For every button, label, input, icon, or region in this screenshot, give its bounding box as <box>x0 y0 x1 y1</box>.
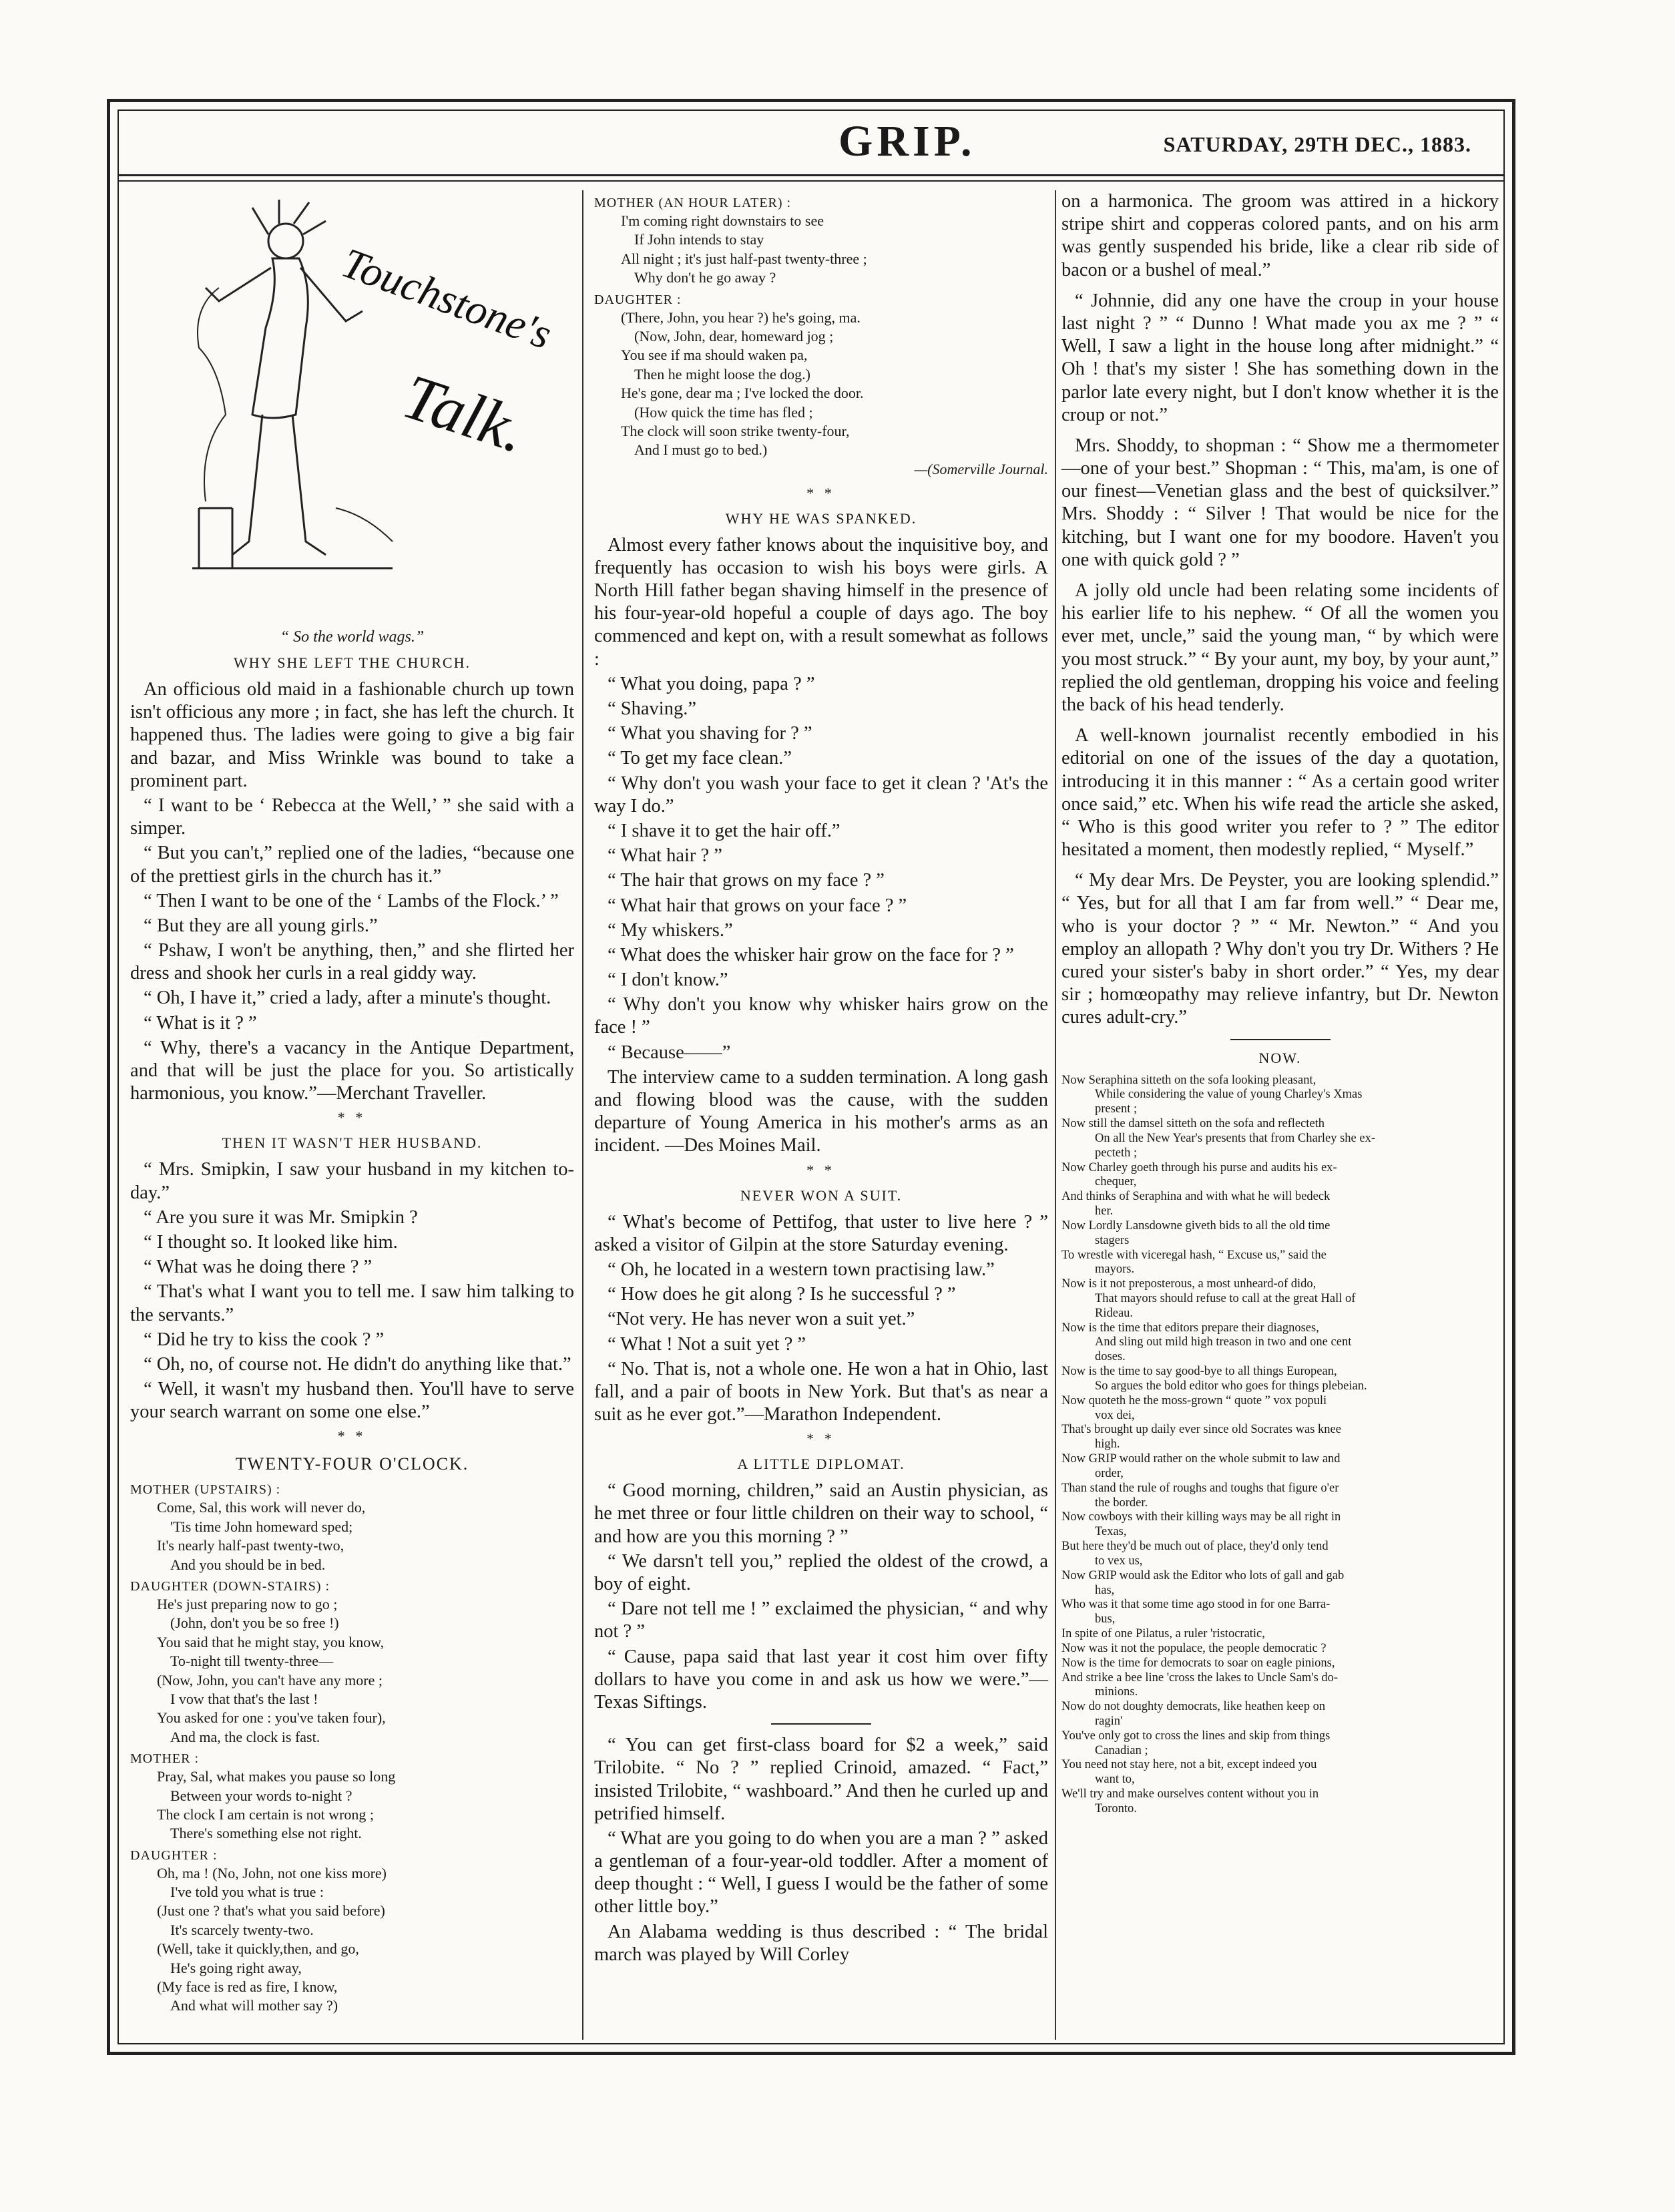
article-paragraph: “ I shave it to get the hair off.” <box>608 820 841 841</box>
article-paragraph: “ What are you going to do when you are a man ? ” asked a gentleman of a four-year-old toddler. After a moment of deep thought : “ Well, I guess I would be the father of some other little boy.” <box>594 1827 1048 1918</box>
poem-line: (How quick the time has fled ; <box>634 403 813 421</box>
poem-line: (John, don't you be so free !) <box>170 1614 339 1632</box>
poem-line: (Now, John, you can't have any more ; <box>157 1671 383 1689</box>
poem-line: Now is the time for democrats to soar on eagle pinions, <box>1061 1656 1335 1670</box>
article-paragraph: The interview came to a sudden termination. A long gash and flowing blood was the cause, with the sudden departure of Young America in his mother's arms as an incident. —Des Moines Mail. <box>594 1066 1048 1156</box>
poem-line: There's something else not right. <box>170 1825 362 1842</box>
article-heading: A LITTLE DIPLOMAT. <box>737 1456 905 1473</box>
poem-speaker: MOTHER : <box>130 1751 199 1767</box>
column-3 <box>1061 190 1499 2033</box>
column-divider <box>582 190 583 2040</box>
article-paragraph: An Alabama wedding is thus described : “ The bridal march was played by Will Corley <box>594 1921 1048 1965</box>
poem-line: And sling out mild high treason in two and one cent <box>1095 1335 1352 1349</box>
poem-line: Now do not doughty democrats, like heathen keep on <box>1061 1700 1326 1714</box>
poem-line: I'm coming right downstairs to see <box>621 212 824 229</box>
article-paragraph: “ What does the whisker hair grow on the face for ? ” <box>608 944 1014 965</box>
article-paragraph: “ Why, there's a vacancy in the Antique Department, and that will be just the place for you. So artistically harmonious, you know.”—Merchant Traveller. <box>130 1037 574 1104</box>
poem-line: (My face is red as fire, I know, <box>157 1978 338 1996</box>
poem-line: I vow that that's the last ! <box>170 1690 318 1707</box>
article-paragraph: “ What hair ? ” <box>608 845 722 867</box>
poem-line: Now still the damsel sitteth on the sofa and reflecteth <box>1061 1117 1325 1131</box>
poem-line: Who was it that some time ago stood in for one Barra- <box>1061 1598 1331 1612</box>
article-paragraph: “ Dare not tell me ! ” exclaimed the physician, “ and why not ? ” <box>594 1598 1048 1642</box>
poem-line: The clock I am certain is not wrong ; <box>157 1805 375 1823</box>
poem-line: Now GRIP would ask the Editor who lots of gall and gab <box>1061 1568 1345 1582</box>
article-paragraph: “ Oh, no, of course not. He didn't do anything like that.” <box>144 1353 571 1375</box>
article-paragraph: “ How does he git along ? Is he successful ? ” <box>608 1284 956 1305</box>
article-paragraph: “ We darsn't tell you,” replied the oldest of the crowd, a boy of eight. <box>594 1550 1048 1594</box>
poem-heading: NOW. <box>1258 1049 1302 1066</box>
article-paragraph: “ But they are all young girls.” <box>144 915 378 936</box>
article-paragraph: “ Are you sure it was Mr. Smipkin ? <box>144 1206 418 1228</box>
poem-line: Now cowboys with their killing ways may be all right in <box>1061 1510 1341 1524</box>
article-paragraph: “ That's what I want you to tell me. I saw him talking to the servants.” <box>130 1281 574 1325</box>
article-paragraph: A well-known journalist recently embodied in his editorial on one of the issues of the day a quotation, introducing it in this manner : “ As a certain good writer once said,” etc. When his wife read the article she asked, “ Who is this good writer you refer to ? ” The editor hesitated a moment, then modestly replied, “ Myself.” <box>1061 725 1499 861</box>
section-stars: * * <box>806 484 836 501</box>
section-divider <box>771 1723 871 1725</box>
poem-line: Than stand the rule of roughs and toughs that figure o'er <box>1061 1481 1339 1495</box>
poem-line: On all the New Year's presents that from Charley she ex- <box>1095 1131 1375 1145</box>
column-1 <box>130 190 574 2033</box>
header-rule <box>117 180 1505 182</box>
svg-text:Touchstone's: Touchstone's <box>335 238 558 359</box>
poem-line: Come, Sal, this work will never do, <box>157 1499 366 1516</box>
poem-line: Rideau. <box>1095 1306 1134 1320</box>
poem-line: It's nearly half-past twenty-two, <box>157 1537 344 1554</box>
poem-line: mayors. <box>1095 1263 1135 1277</box>
article-paragraph: “ What hair that grows on your face ? ” <box>608 895 907 916</box>
poem-line: So argues the bold editor who goes for things plebeian. <box>1095 1379 1367 1393</box>
poem-line: Now Lordly Lansdowne giveth bids to all the old time <box>1061 1219 1331 1233</box>
poem-line: (There, John, you hear ?) he's going, ma. <box>621 308 861 326</box>
poem-line: her. <box>1095 1204 1114 1219</box>
poem-heading: TWENTY-FOUR O'CLOCK. <box>235 1454 469 1474</box>
poem-line: doses. <box>1095 1350 1126 1364</box>
poem-line: Canadian ; <box>1095 1743 1148 1757</box>
article-paragraph: on a harmonica. The groom was attired in a hickory stripe shirt and copperas colored pants, and on his arm was gently suspended his bride, like a clear rib side of bacon or a bushel of meal.” <box>1061 191 1499 280</box>
poem-line: Now is the time that editors prepare their diagnoses, <box>1061 1321 1319 1335</box>
poem-line: want to, <box>1095 1773 1135 1787</box>
article-paragraph: A jolly old uncle had been relating some incidents of his earlier life to his nephew. “ Of all the women you ever met, uncle,” said the young man, “ by which were you most struck.” “ By your aunt, my boy, by your aunt,” replied the old gentleman, dropping his voice and feeling the back of his head tenderly. <box>1061 580 1499 715</box>
article-paragraph: “ Why don't you know why whisker hairs grow on the face ! ” <box>594 994 1048 1038</box>
poem-line: has, <box>1095 1583 1115 1597</box>
illustration-art-title <box>130 190 131 191</box>
column-2 <box>594 190 1048 2033</box>
poem-line: (Well, take it quickly,then, and go, <box>157 1940 359 1958</box>
poem-speaker: DAUGHTER : <box>594 292 682 307</box>
poem-line: All night ; it's just half-past twenty-three ; <box>621 250 867 267</box>
poem-line: high. <box>1095 1437 1120 1452</box>
poem-line: You need not stay here, not a bit, except indeed you <box>1061 1758 1317 1772</box>
poem-line: bus, <box>1095 1612 1116 1626</box>
article-paragraph: “ Pshaw, I won't be anything, then,” and she flirted her dress and shook her curls in a real giddy way. <box>130 940 574 984</box>
poem-line: But here they'd be much out of place, they'd only tend <box>1061 1540 1329 1554</box>
poem-line: present ; <box>1095 1102 1138 1116</box>
poem-line: You see if ma should waken pa, <box>621 347 808 364</box>
article-paragraph: “ Shaving.” <box>608 698 696 719</box>
article-paragraph: “ Mrs. Smipkin, I saw your husband in my kitchen to-day.” <box>130 1159 574 1203</box>
article-paragraph: Almost every father knows about the inquisitive boy, and frequently has occasion to wish his boys were girls. A North Hill father began shaving himself in the presence of his four-year-old hopeful a couple of days ago. The boy commenced and kept on, with a result somewhat as follows : <box>594 534 1048 670</box>
svg-text:Talk.: Talk. <box>395 360 535 467</box>
poem-line: That's brought up daily ever since old Socrates was knee <box>1061 1423 1341 1437</box>
article-paragraph: “ No. That is, not a whole one. He won a hat in Ohio, last fall, and a pair of boots in New York. But that's as near a suit as he ever got.”—Marathon Independent. <box>594 1358 1048 1425</box>
poem-line: You said that he might stay, you know, <box>157 1633 385 1650</box>
poem-line: stagers <box>1095 1233 1130 1247</box>
touchstone-illustration <box>179 194 558 622</box>
poem-line: (Just one ? that's what you said before) <box>157 1902 385 1920</box>
poem-line: 'Tis time John homeward sped; <box>170 1518 353 1535</box>
poem-line: Oh, ma ! (No, John, not one kiss more) <box>157 1864 387 1882</box>
poem-line: Toronto. <box>1095 1801 1137 1815</box>
article-paragraph: “ What was he doing there ? ” <box>144 1257 373 1278</box>
masthead: GRIP. <box>839 117 976 166</box>
poem-line: And thinks of Seraphina and with what he will bedeck <box>1061 1190 1331 1204</box>
article-paragraph: “ I thought so. It looked like him. <box>144 1231 398 1253</box>
poem-line: Now Charley goeth through his purse and audits his ex- <box>1061 1160 1337 1174</box>
poem-line: He's going right away, <box>170 1959 302 1976</box>
article-paragraph: “ Good morning, children,” said an Austin physician, as he met three or four little children on their way to school, “ and how are you this morning ? ” <box>594 1480 1048 1547</box>
poem-line: Now was it not the populace, the people democratic ? <box>1061 1641 1327 1655</box>
poem-line: To wrestle with viceregal hash, “ Excuse us,” said the <box>1061 1248 1327 1262</box>
poem-line: minions. <box>1095 1685 1138 1699</box>
poem-line: ragin' <box>1095 1715 1123 1728</box>
attribution: —(Somerville Journal. <box>914 460 1048 477</box>
poem-speaker: MOTHER (UPSTAIRS) : <box>130 1482 281 1498</box>
poem-line: Now Seraphina sitteth on the sofa looking pleasant, <box>1061 1073 1317 1087</box>
article-paragraph: “ What you doing, papa ? ” <box>608 673 815 694</box>
article-paragraph: “ What you shaving for ? ” <box>608 723 812 744</box>
article-paragraph: “ You can get first-class board for $2 a week,” said Trilobite. “ No ? ” replied Crinoid, amazed. “ Fact,” insisted Trilobite, “ washboard.” And then he curled up and petrified himself. <box>594 1735 1048 1824</box>
section-stars: * * <box>806 1430 836 1448</box>
article-paragraph: Mrs. Shoddy, to shopman : “ Show me a thermometer—one of your best.” Shopman : “ This, ma'am, is one of our finest—Venetian glass and the best of quicksilver.” Mrs. Shoddy : “ Silver ! That would be nice for the kitching, but I want one for my boodore. Haven't you one with quick gold ? ” <box>1061 435 1499 570</box>
poem-line: We'll try and make ourselves content without you in <box>1061 1787 1319 1801</box>
article-paragraph: “ What's become of Pettifog, that uster to live here ? ” asked a visitor of Gilpin at the store Saturday evening. <box>594 1211 1048 1255</box>
poem-line: Now is it not preposterous, a most unheard-of dido, <box>1061 1277 1317 1291</box>
poem-line: Now quoteth he the moss-grown “ quote ” vox populi <box>1061 1393 1327 1407</box>
now-poem <box>1061 1074 1499 1817</box>
poem-line: He's just preparing now to go ; <box>157 1596 338 1612</box>
poem-line: He's gone, dear ma ; I've locked the door. <box>621 385 864 402</box>
poem-line: Between your words to-night ? <box>170 1787 352 1804</box>
article-paragraph: “ Cause, papa said that last year it cost him over fifty dollars to have you come in and ask us how we were.”—Texas Siftings. <box>594 1646 1048 1713</box>
dateline: SATURDAY, 29TH DEC., 1883. <box>1163 132 1471 156</box>
article-heading: THEN IT WASN'T HER HUSBAND. <box>222 1134 483 1152</box>
article-heading: WHY SHE LEFT THE CHURCH. <box>234 654 471 671</box>
poem-line: Why don't he go away ? <box>634 269 776 286</box>
illustration-caption: “ So the world wags.” <box>280 628 425 646</box>
poem-line: And ma, the clock is fast. <box>170 1728 320 1745</box>
article-paragraph: “ Why don't you wash your face to get it clean ? 'At's the way I do.” <box>594 772 1048 817</box>
poem-line: I've told you what is true : <box>170 1884 324 1901</box>
poem-line: It's scarcely twenty-two. <box>170 1921 314 1938</box>
article-paragraph: “ The hair that grows on my face ? ” <box>608 870 885 891</box>
poem-line: To-night till twenty-three— <box>170 1652 334 1670</box>
article-paragraph: “ Johnnie, did any one have the croup in your house last night ? ” “ Dunno ! What made you ax me ? ” “ Well, I saw a light in the house long after midnight.” “ Oh ! that's my sister ! She has something down in the parlor late every night, but I don't know whether it is the croup or not.” <box>1061 290 1499 425</box>
poem-line: That mayors should refuse to call at the great Hall of <box>1095 1291 1356 1305</box>
poem-line: You've only got to cross the lines and skip from things <box>1061 1729 1331 1743</box>
article-paragraph: “ I want to be ‘ Rebecca at the Well,’ ” she said with a simper. <box>130 795 574 839</box>
article-paragraph: “ Oh, he located in a western town practising law.” <box>608 1259 995 1280</box>
poem-line: the border. <box>1095 1496 1148 1510</box>
article-paragraph: “ To get my face clean.” <box>608 748 792 769</box>
article-paragraph: “ Oh, I have it,” cried a lady, after a minute's thought. <box>144 987 551 1009</box>
article-paragraph: “ Because——” <box>608 1042 731 1063</box>
article-paragraph: “ Then I want to be one of the ‘ Lambs of the Flock.’ ” <box>144 890 559 911</box>
section-stars: * * <box>337 1109 367 1126</box>
poem-speaker: MOTHER (AN HOUR LATER) : <box>594 196 792 210</box>
poem-line: The clock will soon strike twenty-four, <box>621 422 850 439</box>
poem-line: And strike a bee line 'cross the lakes to Uncle Sam's do- <box>1061 1671 1339 1685</box>
section-stars: * * <box>806 1161 836 1178</box>
poem-line: And I must go to bed.) <box>634 441 768 459</box>
poem-line: Pray, Sal, what makes you pause so long <box>157 1768 396 1785</box>
poem-line: order, <box>1095 1466 1124 1480</box>
section-divider <box>1230 1039 1331 1040</box>
poem-line: (Now, John, dear, homeward jog ; <box>634 327 834 345</box>
poem-line: to vex us, <box>1095 1554 1143 1568</box>
poem-line: In spite of one Pilatus, a ruler 'ristocratic, <box>1061 1627 1265 1641</box>
poem-line: vox dei, <box>1095 1408 1135 1422</box>
article-paragraph: “ Did he try to kiss the cook ? ” <box>144 1329 385 1350</box>
article-paragraph: “ What ! Not a suit yet ? ” <box>608 1333 806 1355</box>
poem-speaker: DAUGHTER (DOWN-STAIRS) : <box>130 1579 330 1594</box>
article-heading: WHY HE WAS SPANKED. <box>725 509 917 527</box>
poem-line: Now GRIP would rather on the whole submit to law and <box>1061 1452 1341 1466</box>
article-paragraph: “ But you can't,” replied one of the ladies, “because one of the prettiest girls in the church has it.” <box>130 843 574 887</box>
poem-line: Now is the time to say good-bye to all things European, <box>1061 1365 1337 1379</box>
article-paragraph: “ My whiskers.” <box>608 919 733 941</box>
article-paragraph: An officious old maid in a fashionable church up town isn't officious any more ; in fact, she has left the church. It happened thus. The ladies were going to give a big fair and bazar, and Miss Wrinkle was bound to take a prominent part. <box>130 679 574 791</box>
article-paragraph: “Not very. He has never won a suit yet.” <box>608 1309 915 1330</box>
poem-speaker: DAUGHTER : <box>130 1847 218 1863</box>
article-paragraph: “ I don't know.” <box>608 969 728 991</box>
poem-line: While considering the value of young Charley's Xmas <box>1095 1088 1363 1102</box>
poem-line: pecteth ; <box>1095 1146 1138 1160</box>
poem-line: You asked for one : you've taken four), <box>157 1709 386 1727</box>
section-stars: * * <box>337 1427 367 1445</box>
poem-line: Texas, <box>1095 1525 1127 1539</box>
poem-line: If John intends to stay <box>634 231 764 248</box>
article-paragraph: “ Well, it wasn't my husband then. You'll have to serve your search warrant on some one else.” <box>130 1379 574 1423</box>
column-divider <box>1055 190 1056 2040</box>
poem-line: And what will mother say ?) <box>170 1997 338 2014</box>
article-paragraph: “ My dear Mrs. De Peyster, you are looking splendid.” “ Yes, but for all that I am far from well.” “ Dear me, who is your doctor ? ” “ Mr. Newton.” “ And you employ an allopath ? Why don't you try Dr. Withers ? He cured your sister's baby in short order.” “ Yes, my dear sir ; homœopathy may relieve infantry, but Dr. Newton cures adult-cry.” <box>1061 870 1499 1028</box>
poem-line: And you should be in bed. <box>170 1556 326 1573</box>
article-paragraph: “ What is it ? ” <box>144 1012 257 1034</box>
page-header <box>117 109 1505 176</box>
article-heading: NEVER WON A SUIT. <box>740 1186 903 1204</box>
poem-line: chequer, <box>1095 1175 1137 1189</box>
poem-line: Then he might loose the dog.) <box>634 365 810 383</box>
